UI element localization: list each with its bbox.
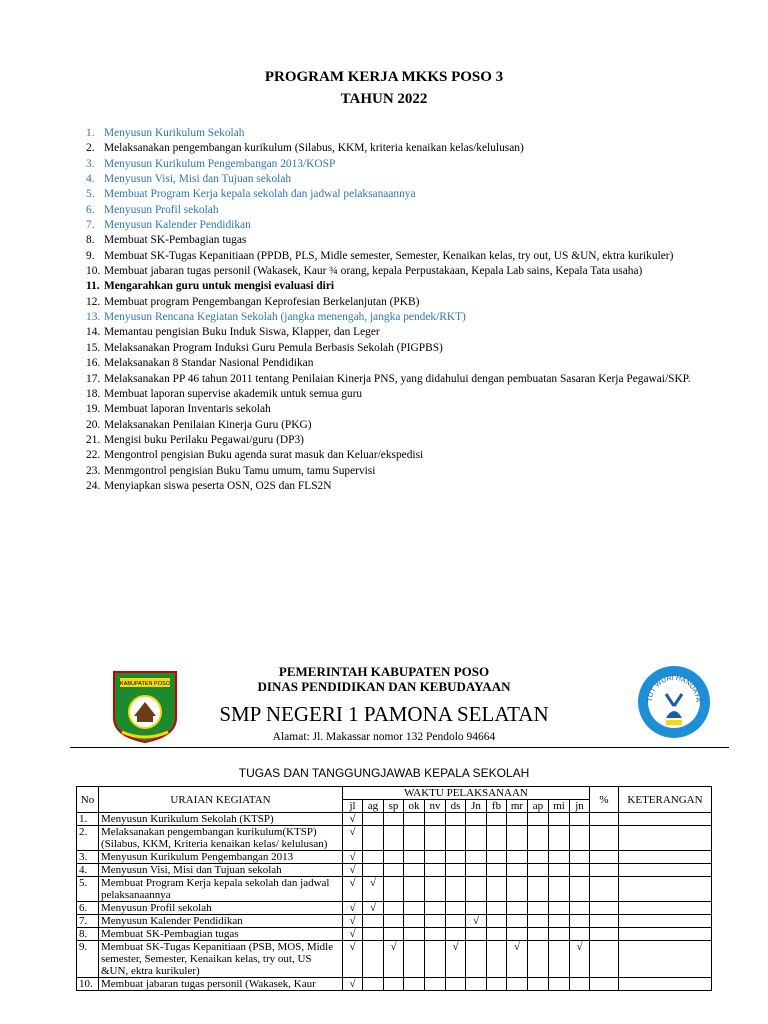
month-cell [404, 941, 425, 978]
row-activity: Menyusun Profil sekolah [99, 902, 343, 915]
month-cell [404, 928, 425, 941]
task-number: 17. [86, 372, 101, 385]
task-number: 1. [86, 127, 95, 139]
month-cell [570, 978, 590, 991]
month-cell [425, 978, 446, 991]
task-number: 10. [86, 265, 101, 278]
month-cell [466, 813, 487, 826]
month-cell [404, 826, 425, 851]
letterhead-divider [70, 747, 729, 748]
month-header: Jn [466, 800, 487, 813]
month-cell [363, 851, 384, 864]
letterhead-department: DINAS PENDIDIKAN DAN KEBUDAYAAN [257, 679, 511, 694]
month-cell [507, 978, 528, 991]
month-cell [487, 928, 507, 941]
month-cell [528, 941, 549, 978]
row-activity: Menyusun Kurikulum Pengembangan 2013 [99, 851, 343, 864]
task-text: Membuat program Pengembangan Keprofesian Berkelanjutan (PKB) [104, 295, 420, 308]
month-cell: √ [343, 851, 363, 864]
month-cell [363, 826, 384, 851]
header-keterangan: KETERANGAN [619, 787, 712, 813]
task-text: Membuat SK-Pembagian tugas [104, 234, 247, 247]
task-number: 19. [86, 403, 101, 416]
row-number: 5. [77, 877, 99, 902]
table-row [77, 826, 712, 851]
keterangan-cell [619, 877, 712, 902]
month-header: ok [404, 800, 425, 813]
document-year: TAHUN 2022 [340, 91, 428, 107]
task-item [86, 387, 691, 402]
header-percent: % [590, 787, 619, 813]
task-item [86, 372, 691, 387]
keterangan-cell [619, 928, 712, 941]
task-text: Mengisi buku Perilaku Pegawai/guru (DP3) [104, 433, 304, 446]
month-cell [425, 851, 446, 864]
percent-cell [590, 902, 619, 915]
month-cell [549, 928, 570, 941]
task-text: Membuat SK-Tugas Kepanitiaan (PPDB, PLS, Midle semester, Semester, Kenaikan kelas, try out, US &UN, ektra kurikuler) [104, 249, 674, 262]
task-number: 5. [86, 188, 95, 201]
month-cell [570, 813, 590, 826]
table-row [77, 864, 712, 877]
task-item [86, 356, 691, 371]
month-cell [570, 877, 590, 902]
task-text: Menyusun Kurikulum Sekolah [104, 127, 245, 139]
month-cell [487, 915, 507, 928]
month-cell: √ [363, 902, 384, 915]
month-cell [384, 864, 404, 877]
task-text: Membuat laporan Inventaris sekolah [104, 403, 271, 416]
month-cell [384, 826, 404, 851]
header-no: No [77, 787, 99, 813]
task-item [86, 249, 691, 264]
table-title: TUGAS DAN TANGGUNGJAWAB KEPALA SEKOLAH [238, 766, 530, 780]
task-number: 3. [86, 157, 95, 170]
row-number: 2. [77, 826, 99, 851]
row-activity: Membuat SK-Pembagian tugas [99, 928, 343, 941]
month-cell [363, 864, 384, 877]
month-cell [425, 864, 446, 877]
month-cell [384, 928, 404, 941]
letterhead-government: PEMERINTAH KABUPATEN POSO [278, 664, 490, 679]
row-number: 6. [77, 902, 99, 915]
schedule-table [76, 786, 712, 991]
task-number: 6. [86, 203, 95, 216]
row-number: 8. [77, 928, 99, 941]
month-cell [425, 915, 446, 928]
table-row [77, 928, 712, 941]
percent-cell [590, 928, 619, 941]
month-cell [549, 813, 570, 826]
task-item [86, 448, 691, 463]
month-cell [446, 915, 466, 928]
month-cell [507, 826, 528, 851]
month-header: fb [487, 800, 507, 813]
month-cell [466, 902, 487, 915]
task-list [86, 126, 691, 494]
month-cell: √ [343, 877, 363, 902]
month-cell [528, 877, 549, 902]
month-cell [446, 928, 466, 941]
task-number: 23. [86, 464, 101, 477]
month-cell [404, 978, 425, 991]
row-number: 7. [77, 915, 99, 928]
month-cell [528, 915, 549, 928]
month-cell [507, 902, 528, 915]
task-item [86, 325, 691, 340]
keterangan-cell [619, 826, 712, 851]
left-logo-text: KABUPATEN POSO [120, 681, 170, 687]
task-text: Menyusun Rencana Kegiatan Sekolah (jangka menengah, jangka pendek/RKT) [104, 311, 466, 324]
keterangan-cell [619, 941, 712, 978]
task-item [86, 341, 691, 356]
task-number: 7. [86, 219, 95, 232]
month-cell [507, 877, 528, 902]
month-cell [425, 902, 446, 915]
month-cell [507, 915, 528, 928]
keterangan-cell [619, 851, 712, 864]
month-cell: √ [343, 826, 363, 851]
month-header: ap [528, 800, 549, 813]
row-number: 4. [77, 864, 99, 877]
month-cell [570, 902, 590, 915]
month-cell [570, 864, 590, 877]
month-cell: √ [570, 941, 590, 978]
month-cell [363, 915, 384, 928]
month-cell [549, 877, 570, 902]
task-number: 12. [86, 295, 101, 308]
task-text: Mengarahkan guru untuk mengisi evaluasi diri [104, 280, 335, 293]
month-header: nv [425, 800, 446, 813]
task-item [86, 203, 691, 218]
month-cell [570, 915, 590, 928]
table-body [77, 813, 712, 991]
month-cell [549, 941, 570, 978]
month-cell [466, 826, 487, 851]
task-text: Membuat Program Kerja kepala sekolah dan jadwal pelaksanaannya [104, 188, 416, 201]
month-cell [570, 826, 590, 851]
right-logo-text: TUT WURI HANDAYA [646, 674, 702, 703]
month-cell [384, 915, 404, 928]
task-item [86, 464, 691, 479]
task-text: Menyusun Kalender Pendidikan [104, 219, 251, 232]
month-cell: √ [343, 902, 363, 915]
month-cell [384, 978, 404, 991]
task-number: 11. [86, 280, 100, 293]
month-cell [446, 813, 466, 826]
month-cell [549, 902, 570, 915]
task-item [86, 233, 691, 248]
task-text: Membuat laporan supervise akademik untuk semua guru [104, 387, 363, 400]
month-cell [549, 915, 570, 928]
task-number: 2. [86, 142, 95, 155]
month-cell [466, 877, 487, 902]
month-cell [507, 928, 528, 941]
month-cell: √ [343, 978, 363, 991]
task-text: Melaksanakan pengembangan kurikulum (Silabus, KKM, kriteria kenaikan kelas/kelulusan) [104, 142, 524, 155]
task-text: Mengontrol pengisian Buku agenda surat masuk dan Keluar/ekspedisi [104, 449, 424, 462]
month-cell: √ [343, 928, 363, 941]
month-cell [549, 851, 570, 864]
task-item [86, 295, 691, 310]
month-cell [363, 978, 384, 991]
task-item [86, 264, 691, 279]
month-header: ds [446, 800, 466, 813]
task-item [86, 433, 691, 448]
month-cell [404, 877, 425, 902]
month-cell [404, 902, 425, 915]
month-cell [528, 978, 549, 991]
task-item [86, 157, 691, 172]
keterangan-cell [619, 978, 712, 991]
percent-cell [590, 851, 619, 864]
table-row [77, 902, 712, 915]
percent-cell [590, 978, 619, 991]
month-header: mr [507, 800, 528, 813]
month-cell [466, 928, 487, 941]
percent-cell [590, 941, 619, 978]
month-cell [404, 915, 425, 928]
school-name: SMP NEGERI 1 PAMONA SELATAN [219, 702, 549, 726]
month-cell: √ [363, 877, 384, 902]
task-text: Membuat jabaran tugas personil (Wakasek, Kaur ¾ orang, kepala Perpustakaan, Kepala Lab sains, Kepala Tata usaha) [104, 265, 643, 278]
task-text: Menyiapkan siswa peserta OSN, O2S dan FLS2N [104, 479, 332, 492]
row-activity: Melaksanakan pengembangan kurikulum(KTSP) (Silabus, KKM, Kriteria kenaikan kelas/ kelulusan) [99, 826, 343, 851]
percent-cell [590, 915, 619, 928]
month-cell [425, 877, 446, 902]
month-header: jn [570, 800, 590, 813]
percent-cell [590, 826, 619, 851]
month-cell [528, 864, 549, 877]
task-number: 22. [86, 449, 101, 462]
task-item [86, 418, 691, 433]
keterangan-cell [619, 864, 712, 877]
month-cell [404, 851, 425, 864]
task-text: Melaksanakan 8 Standar Nasional Pendidikan [104, 357, 314, 370]
month-cell [363, 928, 384, 941]
row-activity: Menyusun Kalender Pendidikan [99, 915, 343, 928]
task-number: 9. [86, 249, 95, 262]
table-row [77, 813, 712, 826]
row-activity: Membuat SK-Tugas Kepanitiaan (PSB, MOS, Midle semester, Semester, Kenaikan kelas, try out, US &UN, ektra kurikuler) [99, 941, 343, 978]
row-number: 1. [77, 813, 99, 826]
month-cell [487, 851, 507, 864]
month-header: sp [384, 800, 404, 813]
month-cell [384, 877, 404, 902]
month-cell [507, 813, 528, 826]
table-row [77, 978, 712, 991]
month-cell [487, 813, 507, 826]
task-item [86, 172, 691, 187]
task-number: 16. [86, 357, 101, 370]
task-item [86, 218, 691, 233]
row-activity: Membuat Program Kerja kepala sekolah dan jadwal pelaksanaannya [99, 877, 343, 902]
task-item [86, 141, 691, 156]
table-row [77, 941, 712, 978]
month-header: ag [363, 800, 384, 813]
month-cell: √ [343, 941, 363, 978]
table-row [77, 877, 712, 902]
month-cell [404, 864, 425, 877]
month-cell [363, 813, 384, 826]
task-number: 21. [86, 433, 101, 446]
month-cell [384, 851, 404, 864]
task-text: Menmgontrol pengisian Buku Tamu umum, tamu Supervisi [104, 464, 376, 477]
keterangan-cell [619, 915, 712, 928]
percent-cell [590, 877, 619, 902]
document-title: PROGRAM KERJA MKKS POSO 3 [264, 69, 504, 85]
month-cell [384, 902, 404, 915]
task-number: 13. [86, 311, 101, 324]
month-cell [487, 877, 507, 902]
month-cell [425, 826, 446, 851]
month-cell [487, 902, 507, 915]
row-number: 10. [77, 978, 99, 991]
month-header: jl [343, 800, 363, 813]
task-text: Melaksanakan Program Induksi Guru Pemula Berbasis Sekolah (PIGPBS) [104, 341, 443, 354]
row-activity: Menyusun Kurikulum Sekolah (KTSP) [99, 813, 343, 826]
task-item [86, 402, 691, 417]
month-cell: √ [343, 864, 363, 877]
month-cell [549, 978, 570, 991]
task-number: 18. [86, 387, 101, 400]
month-cell [549, 864, 570, 877]
month-cell [466, 851, 487, 864]
month-cell [528, 851, 549, 864]
task-text: Menyusun Visi, Misi dan Tujuan sekolah [104, 173, 292, 186]
month-cell [384, 813, 404, 826]
header-waktu: WAKTU PELAKSANAAN [343, 787, 590, 800]
month-cell: √ [466, 915, 487, 928]
month-cell [425, 928, 446, 941]
month-cell: √ [507, 941, 528, 978]
month-cell [425, 813, 446, 826]
month-cell [446, 978, 466, 991]
task-text: Melaksanakan Penilaian Kinerja Guru (PKG) [104, 418, 312, 431]
task-text: Menyusun Profil sekolah [104, 203, 219, 216]
month-cell [404, 813, 425, 826]
month-cell: √ [446, 941, 466, 978]
task-number: 4. [86, 173, 95, 186]
percent-cell [590, 813, 619, 826]
task-text: Memantau pengisian Buku Induk Siswa, Klapper, dan Leger [104, 326, 380, 339]
task-item [86, 126, 691, 141]
month-cell [528, 826, 549, 851]
task-item [86, 479, 691, 494]
month-cell [570, 928, 590, 941]
keterangan-cell [619, 813, 712, 826]
month-cell [466, 941, 487, 978]
month-cell: √ [384, 941, 404, 978]
month-cell [446, 851, 466, 864]
month-header: mi [549, 800, 570, 813]
month-cell: √ [343, 915, 363, 928]
month-cell [528, 902, 549, 915]
task-item [86, 310, 691, 325]
task-number: 20. [86, 418, 101, 431]
task-item [86, 187, 691, 202]
month-cell [528, 813, 549, 826]
month-cell [446, 826, 466, 851]
task-text: Melaksanakan PP 46 tahun 2011 tentang Penilaian Kinerja PNS, yang didahului dengan pembuatan Sasaran Kerja Pegawai/SKP. [104, 372, 691, 385]
task-number: 24. [86, 479, 101, 492]
task-text: Menyusun Kurikulum Pengembangan 2013/KOSP [104, 157, 336, 170]
percent-cell [590, 864, 619, 877]
month-cell [549, 826, 570, 851]
month-cell [487, 978, 507, 991]
row-number: 3. [77, 851, 99, 864]
month-cell [363, 941, 384, 978]
task-number: 8. [86, 234, 95, 247]
row-activity: Membuat jabaran tugas personil (Wakasek, Kaur [99, 978, 343, 991]
month-cell [446, 877, 466, 902]
month-cell [487, 864, 507, 877]
month-cell [528, 928, 549, 941]
task-number: 14. [86, 326, 101, 339]
month-cell [487, 826, 507, 851]
month-cell [507, 864, 528, 877]
month-cell [466, 864, 487, 877]
month-cell [487, 941, 507, 978]
row-activity: Menyusun Visi, Misi dan Tujuan sekolah [99, 864, 343, 877]
month-cell [446, 864, 466, 877]
header-uraian: URAIAN KEGIATAN [99, 787, 343, 813]
month-cell: √ [343, 813, 363, 826]
month-cell [507, 851, 528, 864]
row-number: 9. [77, 941, 99, 978]
keterangan-cell [619, 902, 712, 915]
month-cell [425, 941, 446, 978]
month-cell [446, 902, 466, 915]
table-row [77, 915, 712, 928]
task-item [86, 279, 691, 294]
month-cell [570, 851, 590, 864]
month-cell [466, 978, 487, 991]
school-address: Alamat: Jl. Makassar nomor 132 Pendolo 94664 [272, 731, 496, 743]
task-number: 15. [86, 341, 101, 354]
table-row [77, 851, 712, 864]
